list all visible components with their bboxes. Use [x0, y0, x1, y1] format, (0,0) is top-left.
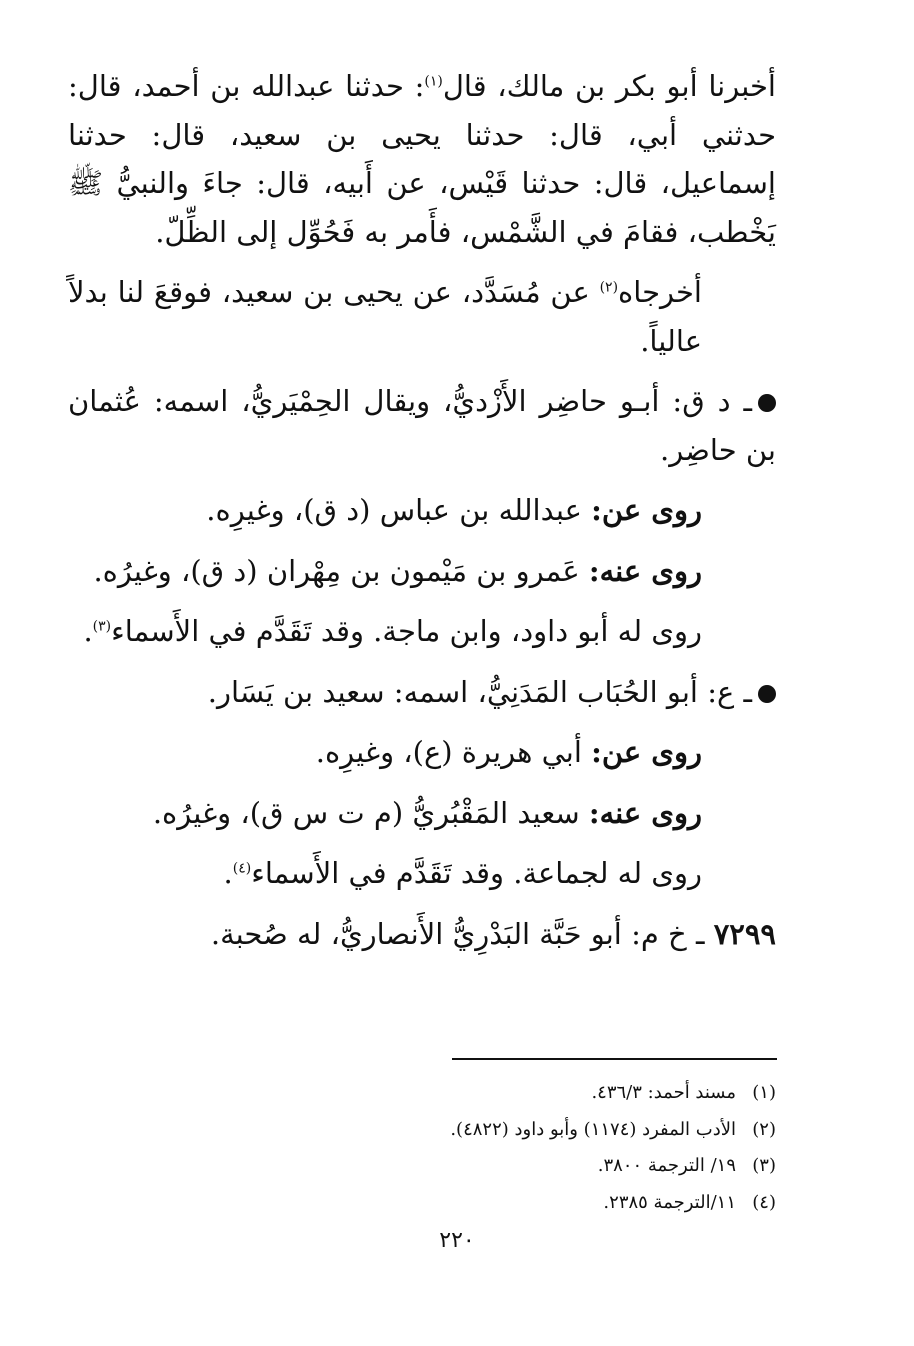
label-narrated-by: روى عنه: — [588, 795, 702, 830]
line-text: روى له أبو داود، وابن ماجة. وقد تَقَدَّم في الأَسماء — [111, 614, 702, 648]
narrated-from-line — [68, 486, 776, 535]
footnote-ref: (٢) — [599, 279, 619, 296]
narrated-by-line — [68, 547, 776, 596]
bullet-icon — [758, 685, 776, 703]
footnote-ref: (٣) — [92, 618, 112, 635]
footnote-text: ١١/الترجمة ٢٣٨٥. — [603, 1191, 736, 1213]
footnote-item — [360, 1075, 776, 1112]
line-text: . — [223, 856, 233, 890]
footnote-number: (٤) — [752, 1191, 776, 1213]
reported-by-line — [68, 607, 776, 656]
line-text: أبي هريرة (ع)، وغيرِه. — [315, 735, 592, 769]
footnote-number: (٣) — [752, 1155, 776, 1176]
line-text: روى له لجماعة. وقد تَقَدَّم في الأَسماء — [251, 856, 702, 890]
footnote-item — [360, 1148, 776, 1185]
footnote-ref: (٤) — [232, 860, 252, 877]
entry-abu-habba — [68, 910, 776, 959]
entry-text: ـ خ م: أبو حَبَّة البَدْرِيُّ الأَنصاريُّ، له صُحبة. — [210, 916, 714, 951]
paragraph-isnad — [68, 62, 776, 256]
label-narrated-from: روى عن: — [591, 493, 702, 527]
footnotes — [360, 1075, 776, 1221]
page-number: ٢٢٠ — [439, 1228, 475, 1253]
footnote-ref: (١) — [424, 73, 443, 90]
footnote-number: (١) — [752, 1082, 776, 1103]
entry-abu-al-hubab — [68, 668, 776, 717]
label-narrated-from: روى عن: — [591, 735, 702, 769]
paragraph-text: أخبرنا أبو بكر بن مالك، قال — [442, 69, 776, 103]
paragraph-text: أخرجاه — [618, 275, 702, 309]
line-text: . — [83, 614, 93, 648]
entry-number: ٧٢٩٩ — [713, 916, 776, 951]
footnote-item — [360, 1185, 776, 1222]
footnote-divider — [452, 1058, 777, 1060]
narrated-by-line — [68, 789, 776, 838]
narrated-from-line — [68, 728, 776, 777]
reported-by-line — [68, 849, 776, 898]
paragraph-takhrij — [68, 268, 776, 365]
entry-text: ـ د ق: أبـو حاضِر الأَزْديُّ، ويقال الحِمْيَريُّ، اسمه: عُثمان بن حاضِر. — [68, 384, 776, 467]
footnote-number: (٢) — [752, 1118, 776, 1140]
line-text: سعيد المَقْبُريُّ (م ت س ق)، وغيرُه. — [152, 795, 589, 830]
footnote-text: الأدب المفرد (١١٧٤) وأبو داود (٤٨٢٢). — [450, 1118, 736, 1140]
footnote-text: ١٩/ الترجمة ٣٨٠٠. — [597, 1155, 736, 1176]
paragraph-text: عن مُسَدَّد، عن يحيى بن سعيد، فوقعَ لنا بدلاً عالياً. — [68, 275, 702, 358]
line-text: عبدالله بن عباس (د ق)، وغيرِه. — [206, 493, 592, 527]
line-text: عَمرو بن مَيْمون بن مِهْران (د ق)، وغيرُه. — [93, 553, 589, 588]
entry-abu-hadir — [68, 377, 776, 474]
bullet-icon — [758, 394, 776, 412]
footnote-text: مسند أحمد: ٤٣٦/٣. — [591, 1082, 736, 1103]
entry-text: ـ ع: أبو الحُبَاب المَدَنِيُّ، اسمه: سعيد بن يَسَار. — [207, 674, 752, 709]
label-narrated-by: روى عنه: — [588, 553, 702, 588]
paragraph-text: : حدثنا عبدالله بن أحمد، قال: حدثني أبي، قال: حدثنا يحيى بن سعيد، قال: حدثنا إسماعيل، قال: حدثنا قَيْس، عن أَبيه، قال: جاءَ والنبيُّ ﷺ يَخْطب، فقامَ في الشَّمْس، فأَمر به فَحُوِّل إلى الظِّلّ. — [68, 69, 776, 249]
footnote-item — [360, 1112, 776, 1149]
main-text — [68, 62, 776, 970]
